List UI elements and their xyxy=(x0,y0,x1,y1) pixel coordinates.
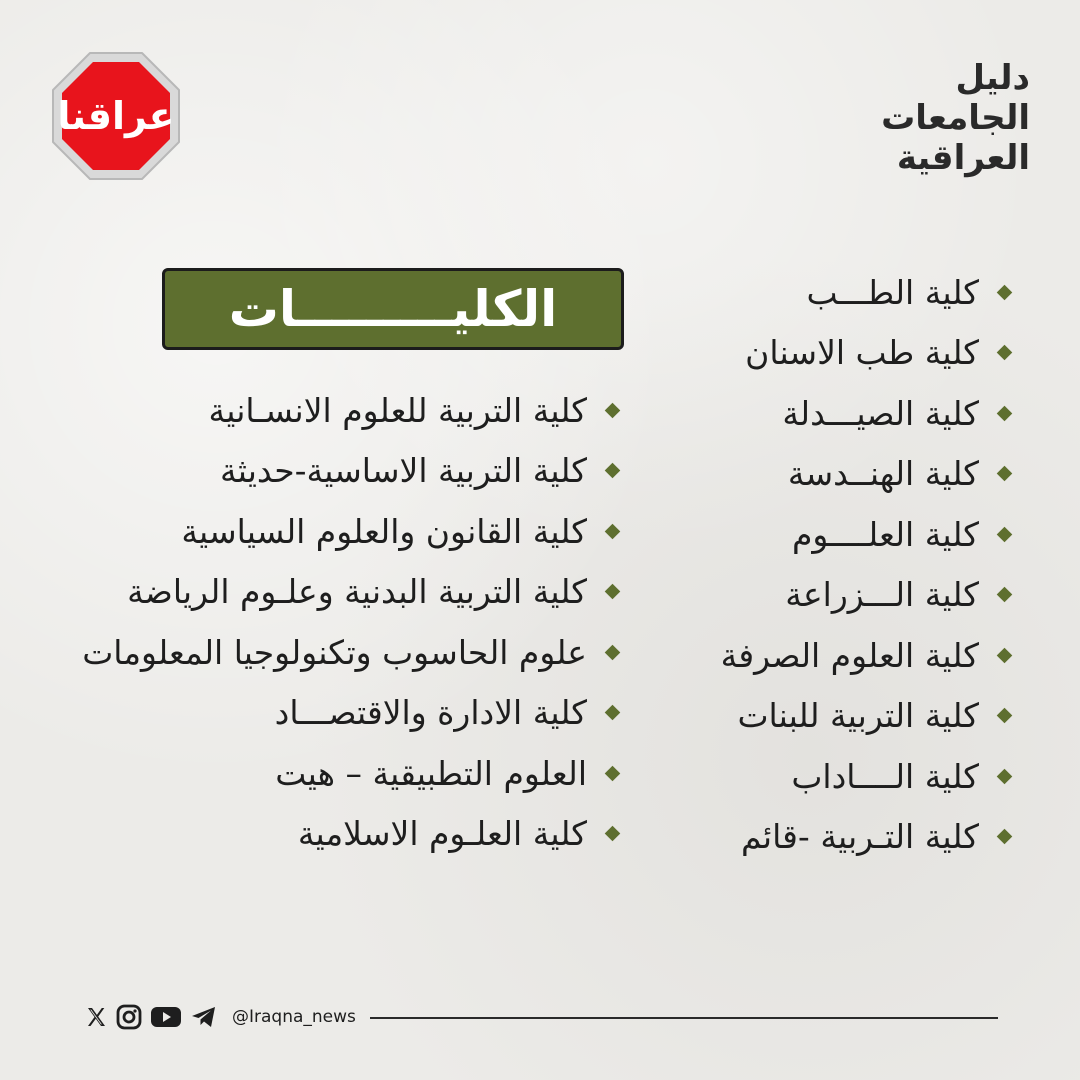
list-item xyxy=(58,501,618,562)
college-name: كلية القانون والعلوم السياسية xyxy=(181,511,587,551)
list-item xyxy=(680,444,1010,505)
list-item xyxy=(680,504,1010,565)
bullet-icon xyxy=(997,284,1013,300)
bullet-icon xyxy=(605,826,621,842)
list-item xyxy=(680,262,1010,323)
guide-title-line3: العراقية xyxy=(896,138,1030,178)
college-list-left xyxy=(58,380,618,864)
logo-text: عراقنا xyxy=(57,94,175,138)
list-item xyxy=(680,807,1010,868)
list-item xyxy=(680,686,1010,747)
college-name: كلية الطـــب xyxy=(806,272,979,312)
bullet-icon xyxy=(605,463,621,479)
list-item xyxy=(58,804,618,865)
bullet-icon xyxy=(605,402,621,418)
list-item xyxy=(680,323,1010,384)
bullet-icon xyxy=(605,523,621,539)
bullet-icon xyxy=(605,705,621,721)
iraqna-logo xyxy=(50,50,182,182)
college-name: كلية العلــــوم xyxy=(792,514,979,554)
list-item xyxy=(58,743,618,804)
college-name: كلية التـربية -قائم xyxy=(740,817,979,857)
bullet-icon xyxy=(997,708,1013,724)
list-item xyxy=(58,562,618,623)
list-item xyxy=(58,683,618,744)
college-list-right xyxy=(680,262,1010,867)
guide-title-line1: دليل xyxy=(955,58,1030,98)
list-item xyxy=(680,565,1010,626)
list-item xyxy=(680,746,1010,807)
social-icons xyxy=(84,1004,226,1030)
guide-title-line2: الجامعات xyxy=(881,98,1030,138)
bullet-icon xyxy=(605,644,621,660)
college-name: كلية الــــاداب xyxy=(791,756,979,796)
bullet-icon xyxy=(605,765,621,781)
bullet-icon xyxy=(997,526,1013,542)
list-item xyxy=(58,441,618,502)
x-icon[interactable] xyxy=(84,1005,108,1029)
college-name: كلية العلوم الصرفة xyxy=(720,635,979,675)
college-name: كلية العلـوم الاسلامية xyxy=(297,814,587,854)
college-name: كلية التربية الاساسية-حديثة xyxy=(220,451,587,491)
bullet-icon xyxy=(997,587,1013,603)
college-name: كلية التربية للبنات xyxy=(737,696,979,736)
college-name: كلية طب الاسنان xyxy=(745,333,979,373)
list-item xyxy=(58,622,618,683)
bullet-icon xyxy=(997,466,1013,482)
instagram-icon[interactable] xyxy=(116,1004,142,1030)
list-item xyxy=(58,380,618,441)
social-handle[interactable]: @Iraqna_news xyxy=(232,1007,356,1027)
bullet-icon xyxy=(605,584,621,600)
college-name: كلية التربية للعلوم الانسـانية xyxy=(208,390,587,430)
college-name: العلوم التطبيقية – هيت xyxy=(275,753,587,793)
bullet-icon xyxy=(997,405,1013,421)
telegram-icon[interactable] xyxy=(190,1004,218,1030)
college-name: كلية الهنــدسة xyxy=(787,454,979,494)
footer xyxy=(84,1000,356,1034)
college-name: كلية الادارة والاقتصـــاد xyxy=(274,693,587,733)
list-item xyxy=(680,625,1010,686)
bullet-icon xyxy=(997,345,1013,361)
youtube-icon[interactable] xyxy=(150,1005,182,1029)
college-name: كلية الصيـــدلة xyxy=(782,393,979,433)
college-name: علوم الحاسوب وتكنولوجيا المعلومات xyxy=(82,632,587,672)
guide-title xyxy=(880,58,1030,178)
footer-divider xyxy=(370,1017,998,1019)
college-name: كلية الـــزراعة xyxy=(785,575,979,615)
colleges-heading: الكليـــــــــات xyxy=(162,268,624,350)
list-item xyxy=(680,383,1010,444)
bullet-icon xyxy=(997,829,1013,845)
bullet-icon xyxy=(997,768,1013,784)
bullet-icon xyxy=(997,647,1013,663)
college-name: كلية التربية البدنية وعلـوم الرياضة xyxy=(127,572,587,612)
